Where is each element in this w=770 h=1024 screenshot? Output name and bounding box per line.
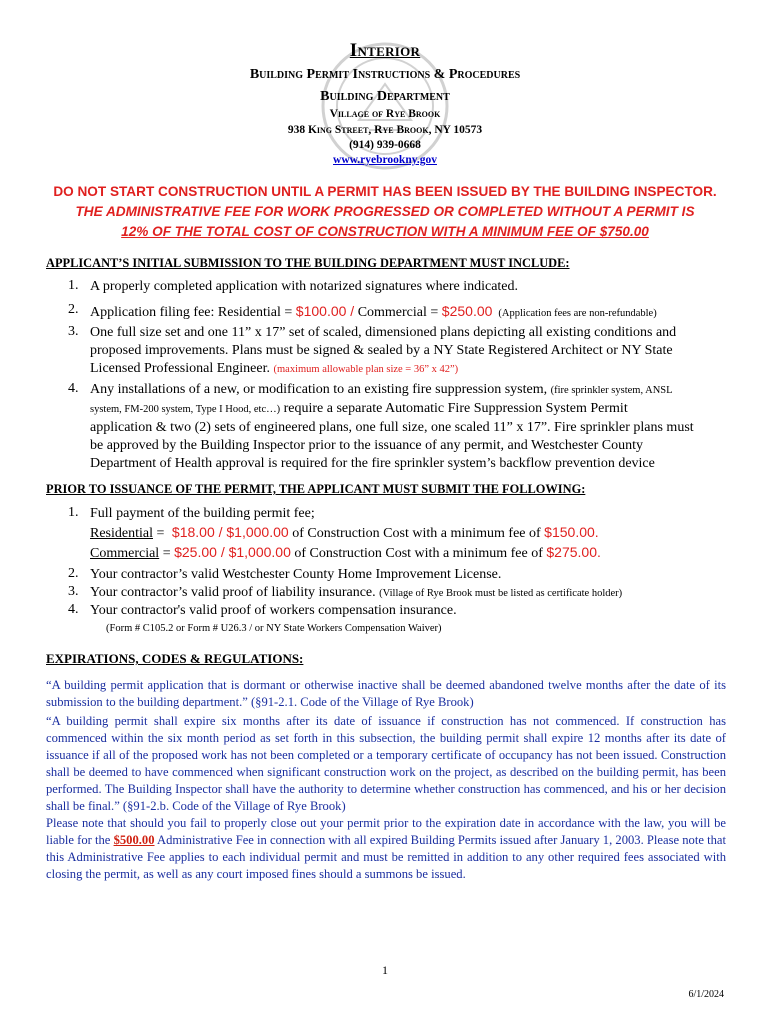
- expiration-paragraph-3: [46, 815, 726, 883]
- list-number: 3.: [68, 584, 79, 599]
- item-line: Any installations of a new, or modification to an existing fire suppression system,: [90, 382, 551, 397]
- item-line: application & two (2) sets of engineered plans, one full size, one scaled 11” x 17”. Fire sprinkler plans must: [90, 420, 694, 435]
- residential-minimum: $150.00.: [544, 524, 599, 540]
- item-line: Your contractor’s valid proof of liability insurance.: [90, 585, 380, 600]
- commercial-minimum: $275.00.: [546, 544, 601, 560]
- item-line: One full size set and one 11” x 17” set of scaled, dimensioned plans depicting all existing conditions and: [90, 325, 677, 340]
- plan-size-note: (maximum allowable plan size = 36” x 42”): [273, 364, 459, 375]
- paragraph-text: Administrative Fee in connection with all expired Building Permits issued after January 1, 2003. Please note that this Administrative Fee applies to each individual permit and must be remitted in addition to any other required fees associated with closing the permit, as well as any court imposed fines should a summons be issued.: [46, 833, 726, 881]
- item-line: Licensed Professional Engineer.: [90, 361, 274, 376]
- prior-item-1: [90, 505, 601, 563]
- expirations-heading: EXPIRATIONS, CODES & REGULATIONS:: [46, 651, 304, 666]
- warning-line-2: THE ADMINISTRATIVE FEE FOR WORK PROGRESSED OR COMPLETED WITHOUT A PERMIT IS: [75, 204, 695, 219]
- village-address: 938 King Street, Rye Brook, NY 10573: [287, 124, 483, 136]
- fee-note: (Application fees are non-refundable): [498, 308, 657, 319]
- item-note: system, FM-200 system, Type I Hood, etc…): [90, 404, 281, 415]
- list-number: 4.: [68, 381, 79, 396]
- item-line: be approved by the Building Inspector prior to the issuance of any permit, and Westchester County: [90, 438, 644, 453]
- commercial-label: Commercial: [90, 546, 160, 561]
- list-number: 4.: [68, 602, 79, 617]
- paragraph-text: Please note that should you fail to properly close out your permit prior to the expiration date in accordance with the law, you will be liable for the: [46, 816, 726, 847]
- item-line: =: [159, 546, 175, 561]
- prior-issuance-heading: PRIOR TO ISSUANCE OF THE PERMIT, THE APPLICANT MUST SUBMIT THE FOLLOWING:: [46, 482, 586, 496]
- residential-fee: $100.00 /: [295, 303, 355, 319]
- prior-item-4: Your contractor's valid proof of workers compensation insurance.: [90, 603, 457, 618]
- item-line: of Construction Cost with a minimum fee of: [288, 526, 545, 541]
- list-number: 1.: [68, 505, 79, 520]
- commercial-rate: $25.00 / $1,000.00: [174, 544, 291, 560]
- revision-date: 6/1/2024: [688, 989, 724, 1000]
- initial-item-2: [90, 302, 657, 323]
- initial-submission-heading: APPLICANT’S INITIAL SUBMISSION TO THE BUILDING DEPARTMENT MUST INCLUDE:: [46, 256, 570, 270]
- fee-label: Commercial =: [354, 305, 442, 320]
- department-name: Building Department: [320, 89, 450, 104]
- document-title: Interior: [349, 40, 421, 61]
- item-line: of Construction Cost with a minimum fee of: [290, 546, 547, 561]
- website-link[interactable]: www.ryebrookny.gov: [333, 154, 437, 166]
- village-phone: (914) 939-0668: [349, 139, 421, 151]
- item-line: =: [153, 526, 168, 541]
- list-number: 1.: [68, 278, 79, 293]
- expiration-paragraph-2: “A building permit shall expire six months after its date of issuance if construction has not commenced. If construction has commenced within the six month period as set forth in this subsection, the building permit shall expire 12 months after its date of issuance if all of the proposed work has not been completed or a temporary certificate of occupancy has not been issued. Construction shall be deemed to have commenced when significant construction work on the project, as described on the building permit, has been performed. The Building Inspector shall have the authority to determine whether construction has commenced, and his or her decision shall be final.” (§91-2.b. Code of the Village of Rye Brook): [46, 714, 726, 813]
- item-line: Department of Health approval is required for the fire sprinkler system’s backflow prevention device: [90, 456, 655, 471]
- commercial-fee: $250.00: [441, 303, 493, 319]
- expiration-paragraph-1: “A building permit application that is dormant or otherwise inactive shall be deemed abandoned twelve months after the date of its submission to the building department.” (§91-2.1. Code of the Village of Rye Brook): [46, 678, 726, 709]
- item-line: Full payment of the building permit fee;: [90, 506, 315, 521]
- administrative-fee: $500.00: [113, 833, 155, 847]
- item-line: require a separate Automatic Fire Suppression System Permit: [280, 401, 628, 416]
- fee-label: Application filing fee: Residential =: [90, 305, 296, 320]
- prior-item-2: Your contractor’s valid Westchester County Home Improvement License.: [90, 567, 502, 582]
- list-number: 3.: [68, 324, 79, 339]
- warning-line-1: DO NOT START CONSTRUCTION UNTIL A PERMIT HAS BEEN ISSUED BY THE BUILDING INSPECTOR.: [53, 184, 717, 199]
- list-number: 2.: [68, 566, 79, 581]
- prior-item-3: [90, 584, 622, 603]
- initial-item-3: [90, 324, 676, 379]
- list-number: 2.: [68, 302, 79, 317]
- page-number: 1: [382, 963, 388, 977]
- item-note: (fire sprinkler system, ANSL: [550, 385, 673, 396]
- village-name: Village of Rye Brook: [329, 108, 441, 120]
- residential-label: Residential: [90, 526, 153, 541]
- item-note: (Village of Rye Brook must be listed as certificate holder): [379, 588, 623, 599]
- initial-item-1: A properly completed application with notarized signatures where indicated.: [90, 279, 519, 294]
- residential-rate: $18.00 / $1,000.00: [171, 524, 289, 540]
- item-line: proposed improvements. Plans must be signed & sealed by a NY State Registered Architect or NY State: [90, 343, 673, 358]
- document-subtitle: Building Permit Instructions & Procedures: [249, 67, 521, 82]
- initial-item-4: [90, 381, 694, 473]
- warning-line-3: 12% OF THE TOTAL COST OF CONSTRUCTION WITH A MINIMUM FEE OF $750.00: [121, 224, 649, 239]
- prior-item-4-note: (Form # C105.2 or Form # U26.3 / or NY State Workers Compensation Waiver): [106, 623, 442, 634]
